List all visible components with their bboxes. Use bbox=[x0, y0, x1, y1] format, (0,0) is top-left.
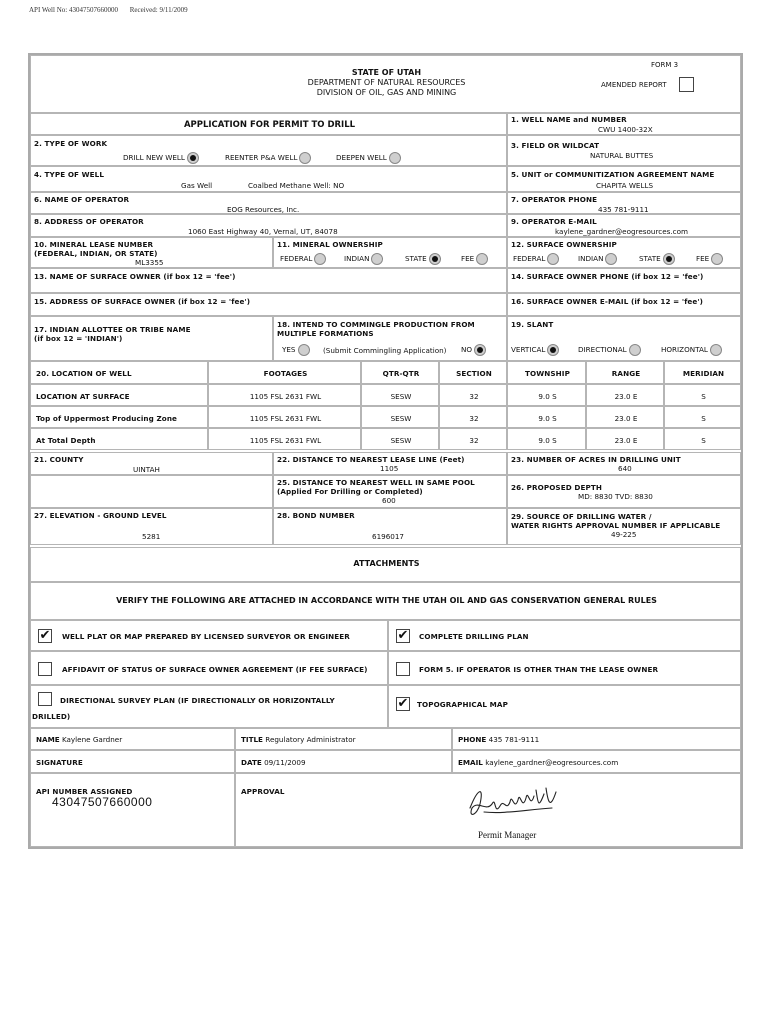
well-name-value: CWU 1400-32X bbox=[598, 125, 653, 134]
surface-owner-name-label: 13. NAME OF SURFACE OWNER (if box 12 = 'fee') bbox=[34, 272, 236, 281]
table-cell: 32 bbox=[469, 414, 479, 423]
coalbed-methane-value: Coalbed Methane Well: NO bbox=[248, 181, 345, 190]
location-row-surface-cell bbox=[30, 384, 208, 406]
radio-icon bbox=[429, 253, 441, 265]
location-header-cell bbox=[30, 361, 208, 384]
commingle-yes[interactable]: YES bbox=[282, 344, 310, 356]
phone-label: 7. OPERATOR PHONE bbox=[511, 195, 598, 204]
unit-cell bbox=[507, 166, 741, 192]
location-row-surface-cell bbox=[586, 384, 664, 406]
radio-icon bbox=[371, 253, 383, 265]
table-header: SECTION bbox=[456, 369, 492, 378]
county-cell bbox=[30, 452, 273, 475]
table-cell: S bbox=[701, 392, 706, 401]
approval-label: APPROVAL bbox=[241, 787, 285, 796]
attach-drilling-plan-checkbox[interactable]: ✔ bbox=[397, 628, 409, 643]
table-cell: 1105 FSL 2631 FWL bbox=[249, 392, 322, 401]
attach-topo-map-checkbox[interactable]: ✔ bbox=[397, 696, 409, 711]
mineral-state[interactable]: STATE bbox=[405, 253, 441, 265]
table-cell: 23.0 E bbox=[614, 414, 638, 423]
location-row-producing-zone-cell bbox=[586, 406, 664, 428]
radio-icon bbox=[476, 253, 488, 265]
api-number-label: API NUMBER ASSIGNED bbox=[36, 787, 133, 796]
radio-icon bbox=[299, 152, 311, 164]
surface-owner-phone-label: 14. SURFACE OWNER PHONE (if box 12 = 'fee') bbox=[511, 272, 704, 281]
slant-vertical[interactable]: VERTICAL bbox=[511, 344, 559, 356]
bond-cell bbox=[273, 508, 507, 545]
date-cell bbox=[235, 750, 452, 773]
radio-icon bbox=[314, 253, 326, 265]
nearest-well-cell bbox=[273, 475, 507, 508]
table-cell: S bbox=[701, 414, 706, 423]
application-title: APPLICATION FOR PERMIT TO DRILL bbox=[183, 120, 356, 130]
surface-indian[interactable]: INDIAN bbox=[578, 253, 617, 265]
mineral-indian[interactable]: INDIAN bbox=[344, 253, 383, 265]
attach-directional-label: DIRECTIONAL SURVEY PLAN (IF DIRECTIONALLY OR HORIZONTALLY bbox=[60, 696, 335, 705]
attach-directional-cell bbox=[30, 685, 388, 728]
option-reenter-well[interactable]: REENTER P&A WELL bbox=[225, 152, 311, 164]
attach-affidavit-cell bbox=[30, 651, 388, 685]
nearest-well-label-sub: (Applied For Drilling or Completed) bbox=[277, 487, 423, 496]
signer-title: TITLE Regulatory Administrator bbox=[241, 735, 356, 744]
bond-value: 6196017 bbox=[372, 532, 405, 541]
type-of-well-label: 4. TYPE OF WELL bbox=[34, 170, 105, 179]
mineral-federal[interactable]: FEDERAL bbox=[280, 253, 326, 265]
radio-icon bbox=[474, 344, 486, 356]
type-of-well-value: Gas Well bbox=[181, 181, 213, 190]
slant-horizontal[interactable]: HORIZONTAL bbox=[661, 344, 722, 356]
proposed-depth-label: 26. PROPOSED DEPTH bbox=[511, 483, 602, 492]
table-cell: Top of Uppermost Producing Zone bbox=[36, 414, 178, 423]
county-label: 21. COUNTY bbox=[34, 455, 84, 464]
water-source-value: 49-225 bbox=[611, 530, 637, 539]
field-cell bbox=[507, 135, 741, 166]
lease-label: 10. MINERAL LEASE NUMBER bbox=[34, 240, 154, 249]
surface-owner-email-label: 16. SURFACE OWNER E-MAIL (if box 12 = 'fee') bbox=[511, 297, 704, 306]
radio-icon bbox=[389, 152, 401, 164]
attach-topo-map-label: TOPOGRAPHICAL MAP bbox=[417, 700, 508, 709]
attach-form5-label: FORM 5. IF OPERATOR IS OTHER THAN THE LEASE OWNER bbox=[419, 665, 659, 674]
option-deepen-well[interactable]: DEEPEN WELL bbox=[336, 152, 401, 164]
nearest-well-value: 600 bbox=[382, 496, 396, 505]
type-of-work-label: 2. TYPE OF WORK bbox=[34, 139, 108, 148]
option-drill-new-well[interactable]: DRILL NEW WELL bbox=[123, 152, 199, 164]
attachments-title: ATTACHMENTS bbox=[353, 559, 420, 568]
slant-label: 19. SLANT bbox=[511, 320, 554, 329]
table-cell: S bbox=[701, 436, 706, 445]
email-cell bbox=[507, 214, 741, 237]
slant-directional[interactable]: DIRECTIONAL bbox=[578, 344, 641, 356]
surface-owner-phone-cell bbox=[507, 268, 741, 293]
location-row-surface-cell bbox=[208, 384, 361, 406]
page-header bbox=[29, 6, 198, 14]
signer-phone: PHONE 435 781-9111 bbox=[458, 735, 540, 744]
radio-icon bbox=[663, 253, 675, 265]
type-of-well-cell bbox=[30, 166, 507, 192]
commingle-label-sub: MULTIPLE FORMATIONS bbox=[277, 329, 374, 338]
permit-manager-label: Permit Manager bbox=[478, 830, 537, 840]
surface-owner-email-cell bbox=[507, 293, 741, 316]
approval-signature bbox=[464, 782, 570, 826]
attach-affidavit-checkbox[interactable] bbox=[38, 662, 52, 676]
table-cell: At Total Depth bbox=[36, 436, 96, 445]
table-cell: SESW bbox=[390, 392, 412, 401]
table-cell: SESW bbox=[390, 414, 412, 423]
state-title: STATE OF UTAH bbox=[351, 68, 422, 77]
location-row-total-depth-cell bbox=[439, 428, 507, 450]
lease-value: ML3355 bbox=[135, 258, 164, 267]
attach-well-plat-label: WELL PLAT OR MAP PREPARED BY LICENSED SURVEYOR OR ENGINEER bbox=[62, 632, 350, 641]
indian-allottee-cell bbox=[30, 316, 273, 361]
location-row-producing-zone-cell bbox=[507, 406, 586, 428]
location-header-cell bbox=[664, 361, 741, 384]
type-of-work-cell bbox=[30, 135, 507, 166]
nearest-well-label: 25. DISTANCE TO NEAREST WELL IN SAME POOL bbox=[277, 478, 475, 487]
operator-cell bbox=[30, 192, 507, 214]
table-cell: 23.0 E bbox=[614, 436, 638, 445]
phone-cell bbox=[507, 192, 741, 214]
table-header: 20. LOCATION OF WELL bbox=[36, 369, 132, 378]
table-cell: 9.0 S bbox=[538, 436, 557, 445]
table-header: FOOTAGES bbox=[263, 369, 308, 378]
location-row-producing-zone-cell bbox=[30, 406, 208, 428]
signed-date: DATE 09/11/2009 bbox=[241, 758, 306, 767]
attachments-verify-cell bbox=[30, 582, 741, 620]
commingle-cell bbox=[273, 316, 507, 361]
radio-icon bbox=[710, 344, 722, 356]
application-title-cell bbox=[30, 113, 507, 135]
surface-federal[interactable]: FEDERAL bbox=[513, 253, 559, 265]
mineral-ownership-cell bbox=[273, 237, 507, 268]
proposed-depth-value: MD: 8830 TVD: 8830 bbox=[578, 492, 653, 501]
signature-label: SIGNATURE bbox=[36, 758, 83, 767]
location-header-cell bbox=[586, 361, 664, 384]
surface-ownership-cell bbox=[507, 237, 741, 268]
radio-icon bbox=[711, 253, 723, 265]
surface-ownership-label: 12. SURFACE OWNERSHIP bbox=[511, 240, 617, 249]
email-value: kaylene_gardner@eogresources.com bbox=[555, 227, 689, 236]
location-row-total-depth-cell bbox=[664, 428, 741, 450]
radio-icon bbox=[605, 253, 617, 265]
location-row-producing-zone-cell bbox=[361, 406, 439, 428]
location-row-surface-cell bbox=[507, 384, 586, 406]
department-title: DEPARTMENT OF NATURAL RESOURCES bbox=[307, 78, 466, 87]
location-header-cell bbox=[439, 361, 507, 384]
attachments-title-cell bbox=[30, 547, 741, 582]
surface-owner-address-cell bbox=[30, 293, 507, 316]
location-header-cell bbox=[208, 361, 361, 384]
attach-affidavit-label: AFFIDAVIT OF STATUS OF SURFACE OWNER AGREEMENT (IF FEE SURFACE) bbox=[62, 665, 368, 674]
bond-label: 28. BOND NUMBER bbox=[277, 511, 355, 520]
radio-icon bbox=[298, 344, 310, 356]
radio-icon bbox=[187, 152, 199, 164]
acres-value: 640 bbox=[618, 464, 632, 473]
location-row-surface-cell bbox=[439, 384, 507, 406]
field-label: 3. FIELD OR WILDCAT bbox=[511, 141, 600, 150]
operator-label: 6. NAME OF OPERATOR bbox=[34, 195, 130, 204]
attach-well-plat-cell bbox=[30, 620, 388, 651]
location-row-total-depth-cell bbox=[586, 428, 664, 450]
api-number-value: 43047507660000 bbox=[52, 795, 153, 809]
received-date: Received: 9/11/2009 bbox=[129, 6, 188, 14]
mineral-ownership-label: 11. MINERAL OWNERSHIP bbox=[277, 240, 383, 249]
api-well-no: API Well No: 43047507660000 bbox=[29, 6, 118, 14]
county-value: UINTAH bbox=[133, 465, 160, 474]
amended-report-checkbox[interactable] bbox=[679, 77, 694, 92]
surface-owner-address-label: 15. ADDRESS OF SURFACE OWNER (if box 12 = 'fee') bbox=[34, 297, 251, 306]
signer-name-cell bbox=[30, 728, 235, 750]
table-cell: 9.0 S bbox=[538, 414, 557, 423]
unit-value: CHAPITA WELLS bbox=[596, 181, 654, 190]
water-source-label-sub: WATER RIGHTS APPROVAL NUMBER IF APPLICABLE bbox=[511, 521, 721, 530]
location-header-cell bbox=[361, 361, 439, 384]
water-source-label: 29. SOURCE OF DRILLING WATER / bbox=[511, 512, 652, 521]
attach-drilling-plan-label: COMPLETE DRILLING PLAN bbox=[419, 632, 529, 641]
radio-icon bbox=[547, 253, 559, 265]
surface-owner-name-cell bbox=[30, 268, 507, 293]
lease-line-distance-label: 22. DISTANCE TO NEAREST LEASE LINE (Feet) bbox=[277, 455, 465, 464]
location-row-total-depth-cell bbox=[208, 428, 361, 450]
table-cell: SESW bbox=[390, 436, 412, 445]
approval-cell bbox=[235, 773, 741, 847]
location-row-total-depth-cell bbox=[507, 428, 586, 450]
lease-cell bbox=[30, 237, 273, 268]
lease-label-sub: (FEDERAL, INDIAN, OR STATE) bbox=[34, 249, 158, 258]
table-header: QTR-QTR bbox=[382, 369, 420, 378]
water-source-cell bbox=[507, 508, 741, 545]
amended-report-label: AMENDED REPORT bbox=[601, 81, 667, 89]
signature-cell bbox=[30, 750, 235, 773]
table-cell: 32 bbox=[469, 392, 479, 401]
location-row-producing-zone-cell bbox=[208, 406, 361, 428]
table-cell: 32 bbox=[469, 436, 479, 445]
radio-icon bbox=[629, 344, 641, 356]
form-header bbox=[30, 55, 741, 113]
attach-drilling-plan-cell bbox=[388, 620, 741, 651]
surface-state[interactable]: STATE bbox=[639, 253, 675, 265]
location-header-cell bbox=[507, 361, 586, 384]
signer-email-cell bbox=[452, 750, 741, 773]
commingle-label: 18. INTEND TO COMMINGLE PRODUCTION FROM bbox=[277, 320, 475, 329]
location-row-total-depth-cell bbox=[361, 428, 439, 450]
acres-label: 23. NUMBER OF ACRES IN DRILLING UNIT bbox=[511, 455, 681, 464]
table-header: MERIDIAN bbox=[682, 369, 725, 378]
lease-line-distance-cell bbox=[273, 452, 507, 475]
surface-fee[interactable]: FEE bbox=[696, 253, 723, 265]
table-cell: 1105 FSL 2631 FWL bbox=[249, 436, 322, 445]
lease-line-distance-value: 1105 bbox=[380, 464, 399, 473]
blank-cell bbox=[30, 475, 273, 508]
email-label: 9. OPERATOR E-MAIL bbox=[511, 217, 597, 226]
address-cell bbox=[30, 214, 507, 237]
unit-label: 5. UNIT or COMMUNITIZATION AGREEMENT NAME bbox=[511, 170, 715, 179]
address-label: 8. ADDRESS OF OPERATOR bbox=[34, 217, 144, 226]
table-header: RANGE bbox=[611, 369, 641, 378]
table-cell: 9.0 S bbox=[538, 392, 557, 401]
location-row-producing-zone-cell bbox=[664, 406, 741, 428]
location-row-total-depth-cell bbox=[30, 428, 208, 450]
form-number: FORM 3 bbox=[651, 61, 679, 69]
location-row-surface-cell bbox=[361, 384, 439, 406]
attach-well-plat-checkbox[interactable]: ✔ bbox=[39, 628, 51, 643]
acres-cell bbox=[507, 452, 741, 475]
operator-value: EOG Resources, Inc. bbox=[227, 205, 300, 214]
table-cell: LOCATION AT SURFACE bbox=[36, 392, 130, 401]
commingle-no[interactable]: NO bbox=[461, 344, 486, 356]
table-cell: 1105 FSL 2631 FWL bbox=[249, 414, 322, 423]
slant-cell bbox=[507, 316, 741, 361]
attach-directional-label-cont: DRILLED) bbox=[32, 712, 71, 721]
attach-directional-checkbox[interactable] bbox=[38, 692, 52, 706]
attach-form5-cell bbox=[388, 651, 741, 685]
api-number-cell bbox=[30, 773, 235, 847]
elevation-label: 27. ELEVATION - GROUND LEVEL bbox=[34, 511, 167, 520]
well-name-cell bbox=[507, 113, 741, 135]
phone-value: 435 781-9111 bbox=[598, 205, 649, 214]
table-cell: 23.0 E bbox=[614, 392, 638, 401]
attach-form5-checkbox[interactable] bbox=[396, 662, 410, 676]
application-form bbox=[28, 53, 743, 849]
signer-title-cell bbox=[235, 728, 452, 750]
radio-icon bbox=[547, 344, 559, 356]
attachments-verify: VERIFY THE FOLLOWING ARE ATTACHED IN ACCORDANCE WITH THE UTAH OIL AND GAS CONSERVATION GENERAL RULES bbox=[116, 596, 657, 605]
signer-phone-cell bbox=[452, 728, 741, 750]
commingle-note: (Submit Commingling Application) bbox=[323, 346, 447, 355]
address-value: 1060 East Highway 40, Vernal, UT, 84078 bbox=[188, 227, 338, 236]
signer-email: EMAIL kaylene_gardner@eogresources.com bbox=[458, 758, 619, 767]
location-row-surface-cell bbox=[664, 384, 741, 406]
division-title: DIVISION OF OIL, GAS AND MINING bbox=[316, 88, 457, 97]
mineral-fee[interactable]: FEE bbox=[461, 253, 488, 265]
elevation-cell bbox=[30, 508, 273, 545]
indian-allottee-label: 17. INDIAN ALLOTTEE OR TRIBE NAME bbox=[34, 325, 191, 334]
field-value: NATURAL BUTTES bbox=[590, 151, 654, 160]
elevation-value: 5281 bbox=[142, 532, 161, 541]
location-row-producing-zone-cell bbox=[439, 406, 507, 428]
attach-topo-map-cell bbox=[388, 685, 741, 728]
well-name-label: 1. WELL NAME and NUMBER bbox=[511, 115, 627, 124]
proposed-depth-cell bbox=[507, 475, 741, 508]
signer-name: NAME Kaylene Gardner bbox=[36, 735, 123, 744]
indian-allottee-label-sub: (if box 12 = 'INDIAN') bbox=[34, 334, 123, 343]
table-header: TOWNSHIP bbox=[525, 369, 570, 378]
